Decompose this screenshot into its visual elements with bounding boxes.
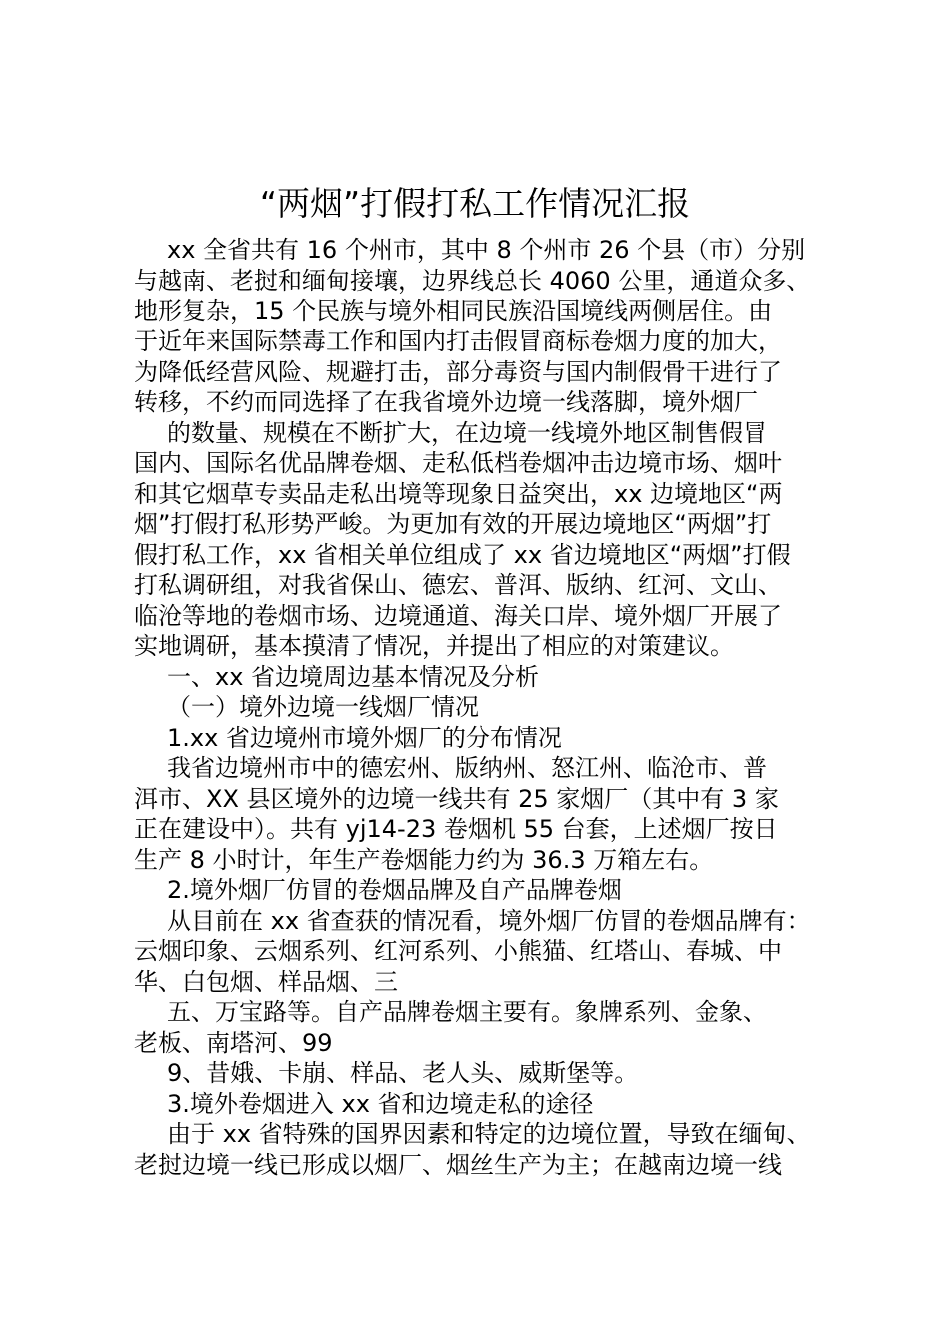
paragraph-line: 正在建设中）。共有 yj14-23 卷烟机 55 台套，上述烟厂按日 <box>134 815 778 843</box>
paragraph-line: 为降低经营风险、规避打击，部分毒资与国内制假骨干进行了 <box>134 358 782 386</box>
subsection-heading: 1.xx 省边境州市境外烟厂的分布情况 <box>167 724 562 752</box>
paragraph-line: 与越南、老挝和缅甸接壤，边界线总长 4060 公里，通道众多、 <box>134 267 811 295</box>
paragraph-line: 转移，不约而同选择了在我省境外边境一线落脚，境外烟厂 <box>134 388 758 416</box>
paragraph-line: 华、白包烟、样品烟、三 <box>134 968 398 996</box>
paragraph-line: 打私调研组，对我省保山、德宏、普洱、版纳、红河、文山、 <box>134 571 782 599</box>
subsection-heading: 2.境外烟厂仿冒的卷烟品牌及自产品牌卷烟 <box>167 876 622 904</box>
section-heading: 一、xx 省边境周边基本情况及分析 <box>167 663 540 691</box>
paragraph-line: 地形复杂，15 个民族与境外相同民族沿国境线两侧居住。由 <box>134 297 773 325</box>
subsection-heading: 3.境外卷烟进入 xx 省和边境走私的途径 <box>167 1090 594 1118</box>
paragraph-line: 9、昔娥、卡崩、样品、老人头、威斯堡等。 <box>167 1059 639 1087</box>
paragraph-line: 洱市、XX 县区境外的边境一线共有 25 家烟厂（其中有 3 家 <box>134 785 779 813</box>
paragraph-line: 烟”打假打私形势严峻。为更加有效的开展边境地区“两烟”打 <box>134 510 772 538</box>
paragraph-line: 实地调研，基本摸清了情况，并提出了相应的对策建议。 <box>134 632 734 660</box>
document-title: “两烟”打假打私工作情况汇报 <box>259 184 691 223</box>
paragraph-line: 临沧等地的卷烟市场、边境通道、海关口岸、境外烟厂开展了 <box>134 602 782 630</box>
paragraph-line: 老板、南塔河、99 <box>134 1029 333 1057</box>
paragraph-line: 老挝边境一线已形成以烟厂、烟丝生产为主；在越南边境一线 <box>134 1151 782 1179</box>
paragraph-line: 由于 xx 省特殊的国界因素和特定的边境位置，导致在缅甸、 <box>167 1120 811 1148</box>
paragraph-line: 和其它烟草专卖品走私出境等现象日益突出，xx 边境地区“两 <box>134 480 783 508</box>
subsection-heading: （一）境外边境一线烟厂情况 <box>167 693 479 721</box>
paragraph-line: 从目前在 xx 省查获的情况看，境外烟厂仿冒的卷烟品牌有： <box>167 907 811 935</box>
paragraph-line: 我省边境州市中的德宏州、版纳州、怒江州、临沧市、普 <box>167 754 767 782</box>
paragraph-line: 假打私工作，xx 省相关单位组成了 xx 省边境地区“两烟”打假 <box>134 541 791 569</box>
paragraph-line: 云烟印象、云烟系列、红河系列、小熊猫、红塔山、春城、中 <box>134 937 782 965</box>
paragraph-line: 国内、国际名优品牌卷烟、走私低档卷烟冲击边境市场、烟叶 <box>134 449 782 477</box>
paragraph-line: 生产 8 小时计，年生产卷烟能力约为 36.3 万箱左右。 <box>134 846 714 874</box>
paragraph-line: xx 全省共有 16 个州市，其中 8 个州市 26 个县（市）分别 <box>167 236 806 264</box>
paragraph-line: 的数量、规模在不断扩大，在边境一线境外地区制售假冒 <box>167 419 767 447</box>
paragraph-line: 于近年来国际禁毒工作和国内打击假冒商标卷烟力度的加大， <box>134 327 782 355</box>
paragraph-line: 五、万宝路等。自产品牌卷烟主要有。象牌系列、金象、 <box>167 998 767 1026</box>
